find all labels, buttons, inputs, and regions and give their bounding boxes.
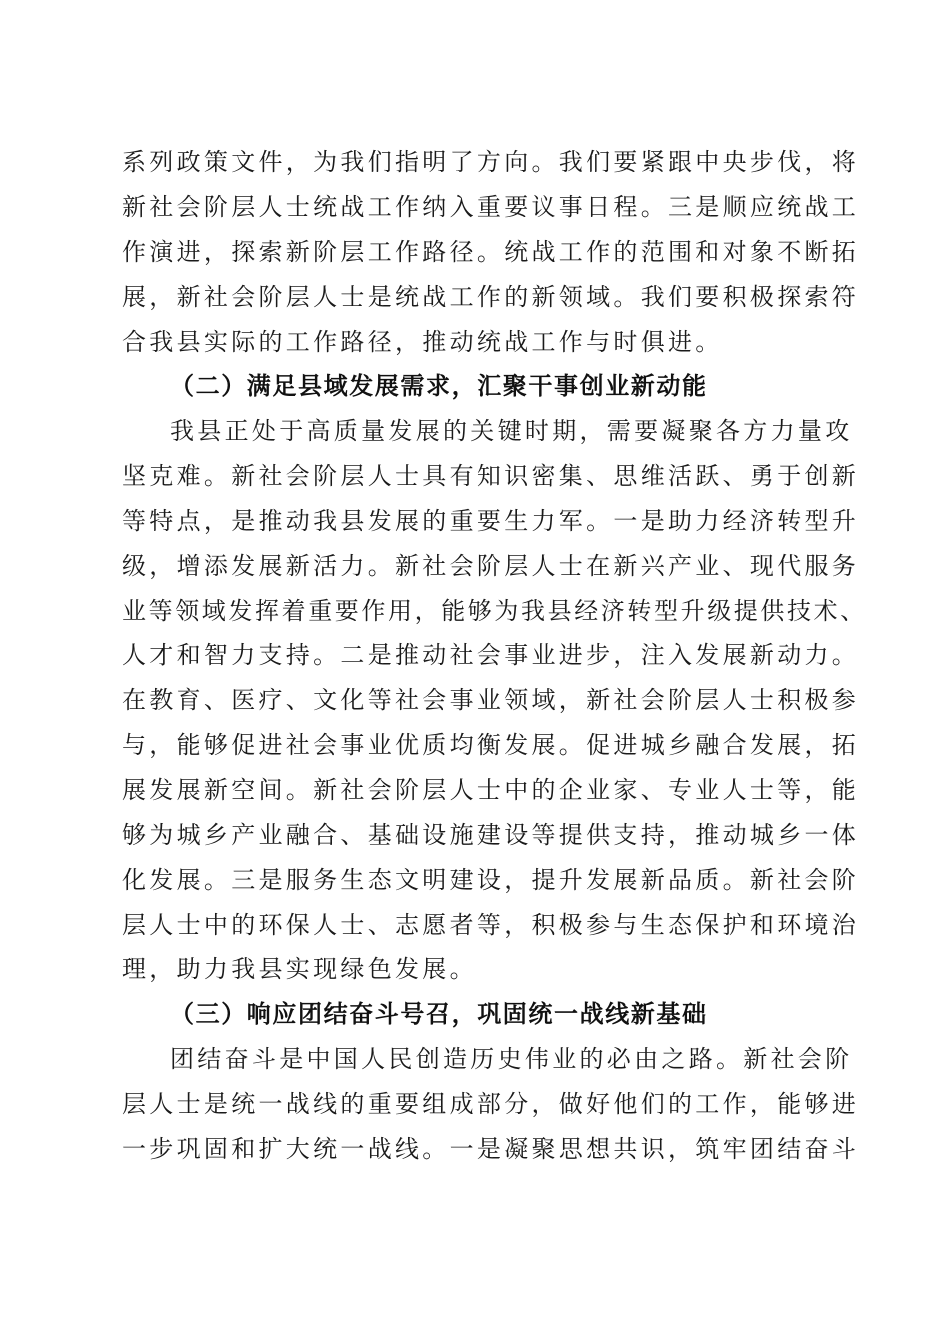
text-line: 在教育、医疗、文化等社会事业领域，新社会阶层人士积极参: [122, 686, 860, 714]
paragraph-first-line: 我县正处于高质量发展的关键时期，需要凝聚各方力量攻: [170, 417, 853, 445]
text-line: 展，新社会阶层人士是统战工作的新领域。我们要积极探索符: [122, 283, 860, 311]
section-heading-2: （二）满足县域发展需求，汇聚干事创业新动能: [170, 372, 708, 400]
text-line: 层人士中的环保人士、志愿者等，积极参与生态保护和环境治: [122, 911, 860, 939]
text-line: 展发展新空间。新社会阶层人士中的企业家、专业人士等，能: [122, 776, 860, 804]
text-line: 与，能够促进社会事业优质均衡发展。促进城乡融合发展，拓: [122, 731, 860, 759]
text-line: 系列政策文件，为我们指明了方向。我们要紧跟中央步伐，将: [122, 148, 860, 176]
text-line: 作演进，探索新阶层工作路径。统战工作的范围和对象不断拓: [122, 238, 860, 266]
text-line: 级，增添发展新活力。新社会阶层人士在新兴产业、现代服务: [122, 552, 860, 580]
section-heading-3: （三）响应团结奋斗号召，巩固统一战线新基础: [170, 1000, 708, 1028]
text-line: 一步巩固和扩大统一战线。一是凝聚思想共识，筑牢团结奋斗: [122, 1135, 860, 1163]
paragraph-first-line: 团结奋斗是中国人民创造历史伟业的必由之路。新社会阶: [170, 1045, 853, 1073]
text-line: 业等领域发挥着重要作用，能够为我县经济转型升级提供技术、: [122, 597, 867, 625]
text-line: 够为城乡产业融合、基础设施建设等提供支持，推动城乡一体: [122, 821, 860, 849]
text-line: 坚克难。新社会阶层人士具有知识密集、思维活跃、勇于创新: [122, 462, 860, 490]
text-line: 合我县实际的工作路径，推动统战工作与时俱进。: [122, 328, 723, 356]
text-line: 新社会阶层人士统战工作纳入重要议事日程。三是顺应统战工: [122, 193, 860, 221]
text-line: 化发展。三是服务生态文明建设，提升发展新品质。新社会阶: [122, 866, 860, 894]
text-line: 层人士是统一战线的重要组成部分，做好他们的工作，能够进: [122, 1090, 860, 1118]
text-line: 等特点，是推动我县发展的重要生力军。一是助力经济转型升: [122, 507, 860, 535]
text-line: 人才和智力支持。二是推动社会事业进步，注入发展新动力。: [122, 641, 860, 669]
text-line: 理，助力我县实现绿色发展。: [122, 955, 477, 983]
